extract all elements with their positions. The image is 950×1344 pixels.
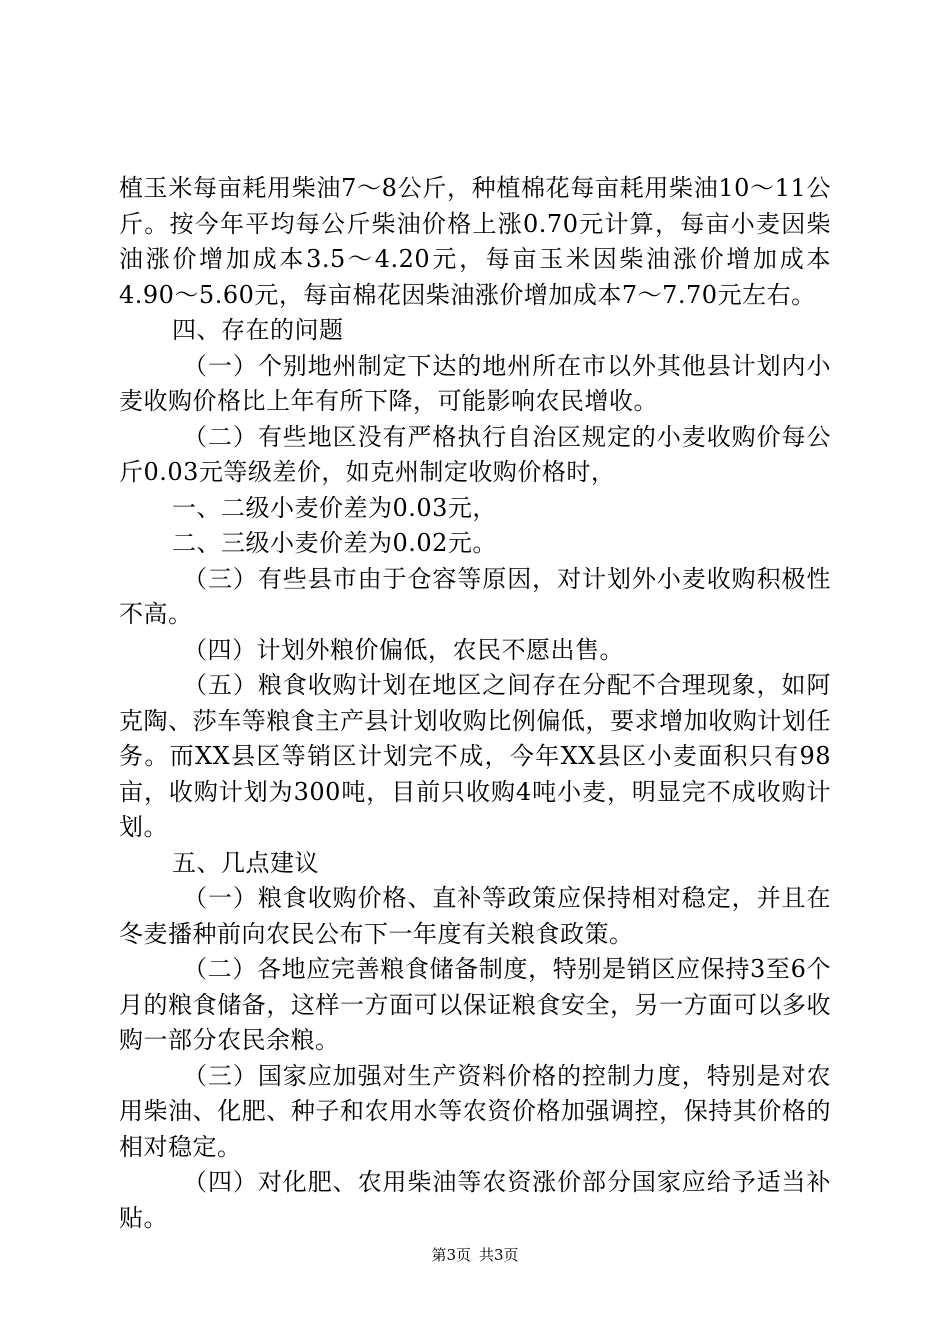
paragraph-suggestion-1: （一）粮食收购价格、直补等政策应保持相对稳定，并且在冬麦播种前向农民公布下一年度有关粮食政策。: [119, 884, 831, 948]
paragraph-suggestion-4: （四）对化肥、农用柴油等农资涨价部分国家应给予适当补贴。: [119, 1168, 831, 1232]
paragraph-problem-4: （四）计划外粮价偏低，农民不愿出售。: [183, 635, 624, 664]
paragraph-grade-diff-2: 二、三级小麦价差为0.02元。: [172, 529, 497, 557]
page-total: 共3页: [479, 1246, 519, 1264]
document-body: [119, 171, 831, 1236]
paragraph-suggestion-2: （二）各地应完善粮食储备制度，特别是销区应保持3至6个月的粮食储备，这样一方面可以保证粮食安全，另一方面可以多收购一部分农民余粮。: [119, 955, 831, 1054]
paragraph-diesel-cost: 植玉米每亩耗用柴油7～8公斤，种植棉花每亩耗用柴油10～11公斤。按今年平均每公斤柴油价格上涨0.70元计算，每亩小麦因柴油涨价增加成本3.5～4.20元，每亩玉米因柴油涨价增加成本4.90～5.60元，每亩棉花因柴油涨价增加成本7～7.70元左右。: [119, 174, 831, 309]
section-heading-problems: 四、存在的问题: [172, 316, 344, 344]
paragraph-problem-2: （二）有些地区没有严格执行自治区规定的小麦收购价每公斤0.03元等级差价，如克州制定收购价格时，: [119, 422, 831, 486]
paragraph-problem-1: （一）个别地州制定下达的地州所在市以外其他县计划内小麦收购价格比上年有所下降，可能影响农民增收。: [119, 351, 831, 415]
page-footer: [0, 1245, 950, 1265]
section-heading-suggestions: 五、几点建议: [172, 848, 319, 877]
page-number: 第3页: [431, 1246, 471, 1264]
paragraph-grade-diff-1: 一、二级小麦价差为0.03元，: [172, 493, 497, 522]
paragraph-problem-5: （五）粮食收购计划在地区之间存在分配不合理现象，如阿克陶、莎车等粮食主产县计划收购比例偏低，要求增加收购计划任务。而XX县区等销区计划完不成，今年XX县区小麦面积只有98亩，收购计划为300吨，目前只收购4吨小麦，明显完不成收购计划。: [119, 671, 831, 841]
paragraph-problem-3: （三）有些县市由于仓容等原因，对计划外小麦收购积极性不高。: [119, 564, 831, 628]
paragraph-suggestion-3: （三）国家应加强对生产资料价格的控制力度，特别是对农用柴油、化肥、种子和农用水等农资价格加强调控，保持其价格的相对稳定。: [119, 1061, 831, 1161]
